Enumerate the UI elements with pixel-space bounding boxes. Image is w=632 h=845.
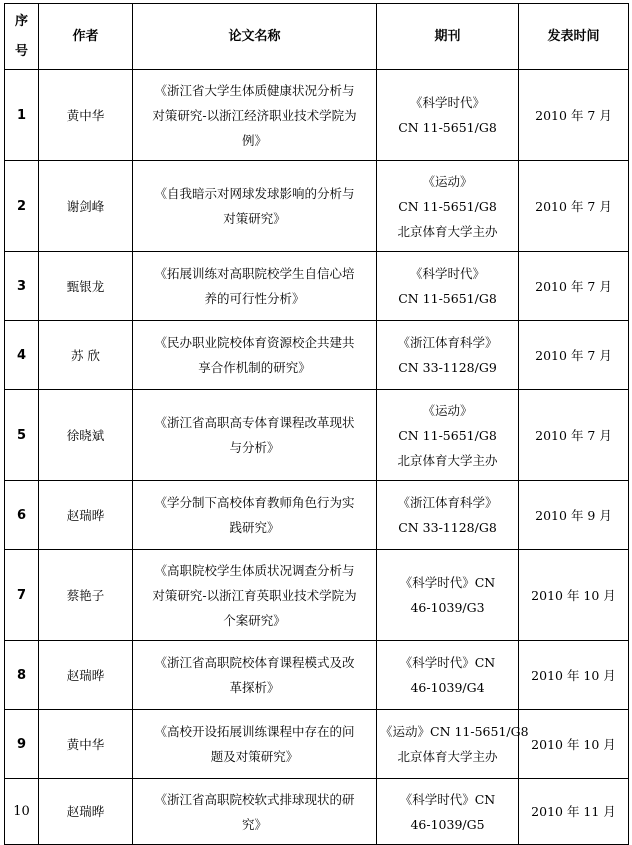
- row-title: [133, 252, 377, 321]
- header-no-text: 序号: [15, 13, 29, 59]
- journal-line: 46-1039/G5: [410, 816, 485, 832]
- journal-line: 《科学时代》: [409, 266, 485, 281]
- row-journal: [377, 70, 519, 161]
- journal-line: 《运动》: [422, 402, 473, 418]
- row-author: 苏 欣: [39, 321, 133, 390]
- row-journal: [377, 481, 519, 550]
- row-journal: [377, 252, 519, 321]
- journal-line: 46-1039/G3: [410, 600, 485, 615]
- row-author: 黄中华: [39, 70, 133, 161]
- journal-line: 46-1039/G4: [410, 680, 485, 695]
- title-line: 革探析》: [229, 680, 280, 695]
- row-date: 2010 年 9 月: [519, 481, 629, 550]
- title-line: 对策研究-以浙江育英职业技术学院为: [152, 587, 357, 603]
- title-line: 《高职院校学生体质状况调查分析与: [154, 562, 355, 578]
- table-body: [5, 70, 629, 845]
- title-line: 对策研究-以浙江经济职业技术学院为: [152, 107, 357, 123]
- journal-line: CN 11-5651/G8: [398, 120, 497, 135]
- row-author: 赵瑞晔: [39, 481, 133, 550]
- title-line: 与分析》: [229, 440, 280, 455]
- row-date: 2010 年 7 月: [519, 161, 629, 252]
- row-title: [133, 710, 377, 779]
- row-date: 2010 年 10 月: [519, 641, 629, 710]
- title-line: 践研究》: [229, 520, 280, 535]
- title-line: 《学分制下高校体育教师角色行为实: [154, 495, 355, 510]
- table-row: [5, 70, 629, 161]
- table-row: [5, 710, 629, 779]
- title-line: 题及对策研究》: [210, 749, 299, 764]
- row-number: 2: [5, 161, 39, 252]
- journal-line: 《科学时代》CN: [399, 575, 496, 590]
- row-journal: [377, 390, 519, 481]
- journal-line: CN 11-5651/G8: [398, 291, 497, 306]
- journal-line: 北京体育大学主办: [397, 749, 498, 764]
- title-line: 《浙江省高职院校软式排球现状的研: [154, 791, 355, 807]
- row-number: 10: [5, 779, 39, 845]
- title-line: 《自我暗示对网球发球影响的分析与: [154, 186, 355, 201]
- title-line: 《浙江省大学生体质健康状况分析与: [154, 82, 355, 98]
- row-journal: [377, 641, 519, 710]
- row-date: 2010 年 11 月: [519, 779, 629, 845]
- row-title: [133, 550, 377, 641]
- journal-line: 《科学时代》CN: [399, 791, 496, 807]
- journal-line: CN 33-1128/G9: [398, 360, 497, 375]
- table-row: [5, 321, 629, 390]
- header-title: 论文名称: [133, 4, 377, 70]
- title-line: 《民办职业院校体育资源校企共建共: [154, 335, 355, 350]
- table-row: [5, 641, 629, 710]
- table-row: [5, 252, 629, 321]
- header-journal: 期刊: [377, 4, 519, 70]
- title-line: 例》: [241, 132, 267, 148]
- row-author: 蔡艳子: [39, 550, 133, 641]
- row-title: [133, 70, 377, 161]
- title-line: 《高校开设拓展训练课程中存在的问: [154, 724, 355, 739]
- table-row: [5, 390, 629, 481]
- row-author: 谢剑峰: [39, 161, 133, 252]
- row-number: 5: [5, 390, 39, 481]
- row-number: 9: [5, 710, 39, 779]
- journal-line: 《运动》: [422, 173, 473, 189]
- row-title: [133, 481, 377, 550]
- header-no: [5, 4, 39, 70]
- row-title: [133, 321, 377, 390]
- journal-line: 《浙江体育科学》: [397, 335, 498, 350]
- row-author: 黄中华: [39, 710, 133, 779]
- journal-line: CN 11-5651/G8: [398, 427, 497, 443]
- row-date: 2010 年 7 月: [519, 70, 629, 161]
- row-date: 2010 年 7 月: [519, 390, 629, 481]
- journal-line: 北京体育大学主办: [397, 223, 498, 239]
- journal-line: CN 33-1128/G8: [398, 520, 497, 535]
- title-line: 对策研究》: [223, 211, 286, 226]
- title-line: 《浙江省高职院校体育课程模式及改: [154, 655, 355, 670]
- row-date: 2010 年 10 月: [519, 710, 629, 779]
- row-journal: [377, 550, 519, 641]
- row-journal: [377, 321, 519, 390]
- row-number: 3: [5, 252, 39, 321]
- journal-line: 《科学时代》: [409, 95, 485, 110]
- row-number: 7: [5, 550, 39, 641]
- row-number: 6: [5, 481, 39, 550]
- header-date: 发表时间: [519, 4, 629, 70]
- row-journal: [377, 161, 519, 252]
- row-author: 赵瑞晔: [39, 779, 133, 845]
- row-author: 赵瑞晔: [39, 641, 133, 710]
- row-title: [133, 161, 377, 252]
- row-journal: [377, 710, 529, 779]
- title-line: 享合作机制的研究》: [198, 360, 311, 375]
- journal-line: CN 11-5651/G8: [398, 198, 497, 214]
- title-line: 究》: [241, 816, 267, 832]
- row-number: 8: [5, 641, 39, 710]
- row-author: 甄银龙: [39, 252, 133, 321]
- title-line: 《浙江省高职高专体育课程改革现状: [154, 415, 355, 430]
- journal-line: 《科学时代》CN: [399, 655, 496, 670]
- row-date: 2010 年 7 月: [519, 252, 629, 321]
- title-line: 《拓展训练对高职院校学生自信心培: [154, 266, 355, 281]
- row-author: 徐晓斌: [39, 390, 133, 481]
- header-row: [5, 4, 629, 70]
- title-line: 个案研究》: [223, 612, 286, 628]
- journal-line: 《浙江体育科学》: [397, 495, 498, 510]
- row-number: 1: [5, 70, 39, 161]
- row-number: 4: [5, 321, 39, 390]
- row-date: 2010 年 10 月: [519, 550, 629, 641]
- title-line: 养的可行性分析》: [204, 291, 305, 306]
- table-row: [5, 550, 629, 641]
- journal-line: 《运动》CN 11-5651/G8: [380, 724, 529, 739]
- journal-line: 北京体育大学主办: [397, 452, 498, 468]
- papers-table: [4, 3, 629, 845]
- row-date: 2010 年 7 月: [519, 321, 629, 390]
- row-title: [133, 390, 377, 481]
- row-title: [133, 641, 377, 710]
- table-row: [5, 161, 629, 252]
- header-author: 作者: [39, 4, 133, 70]
- table-row: [5, 481, 629, 550]
